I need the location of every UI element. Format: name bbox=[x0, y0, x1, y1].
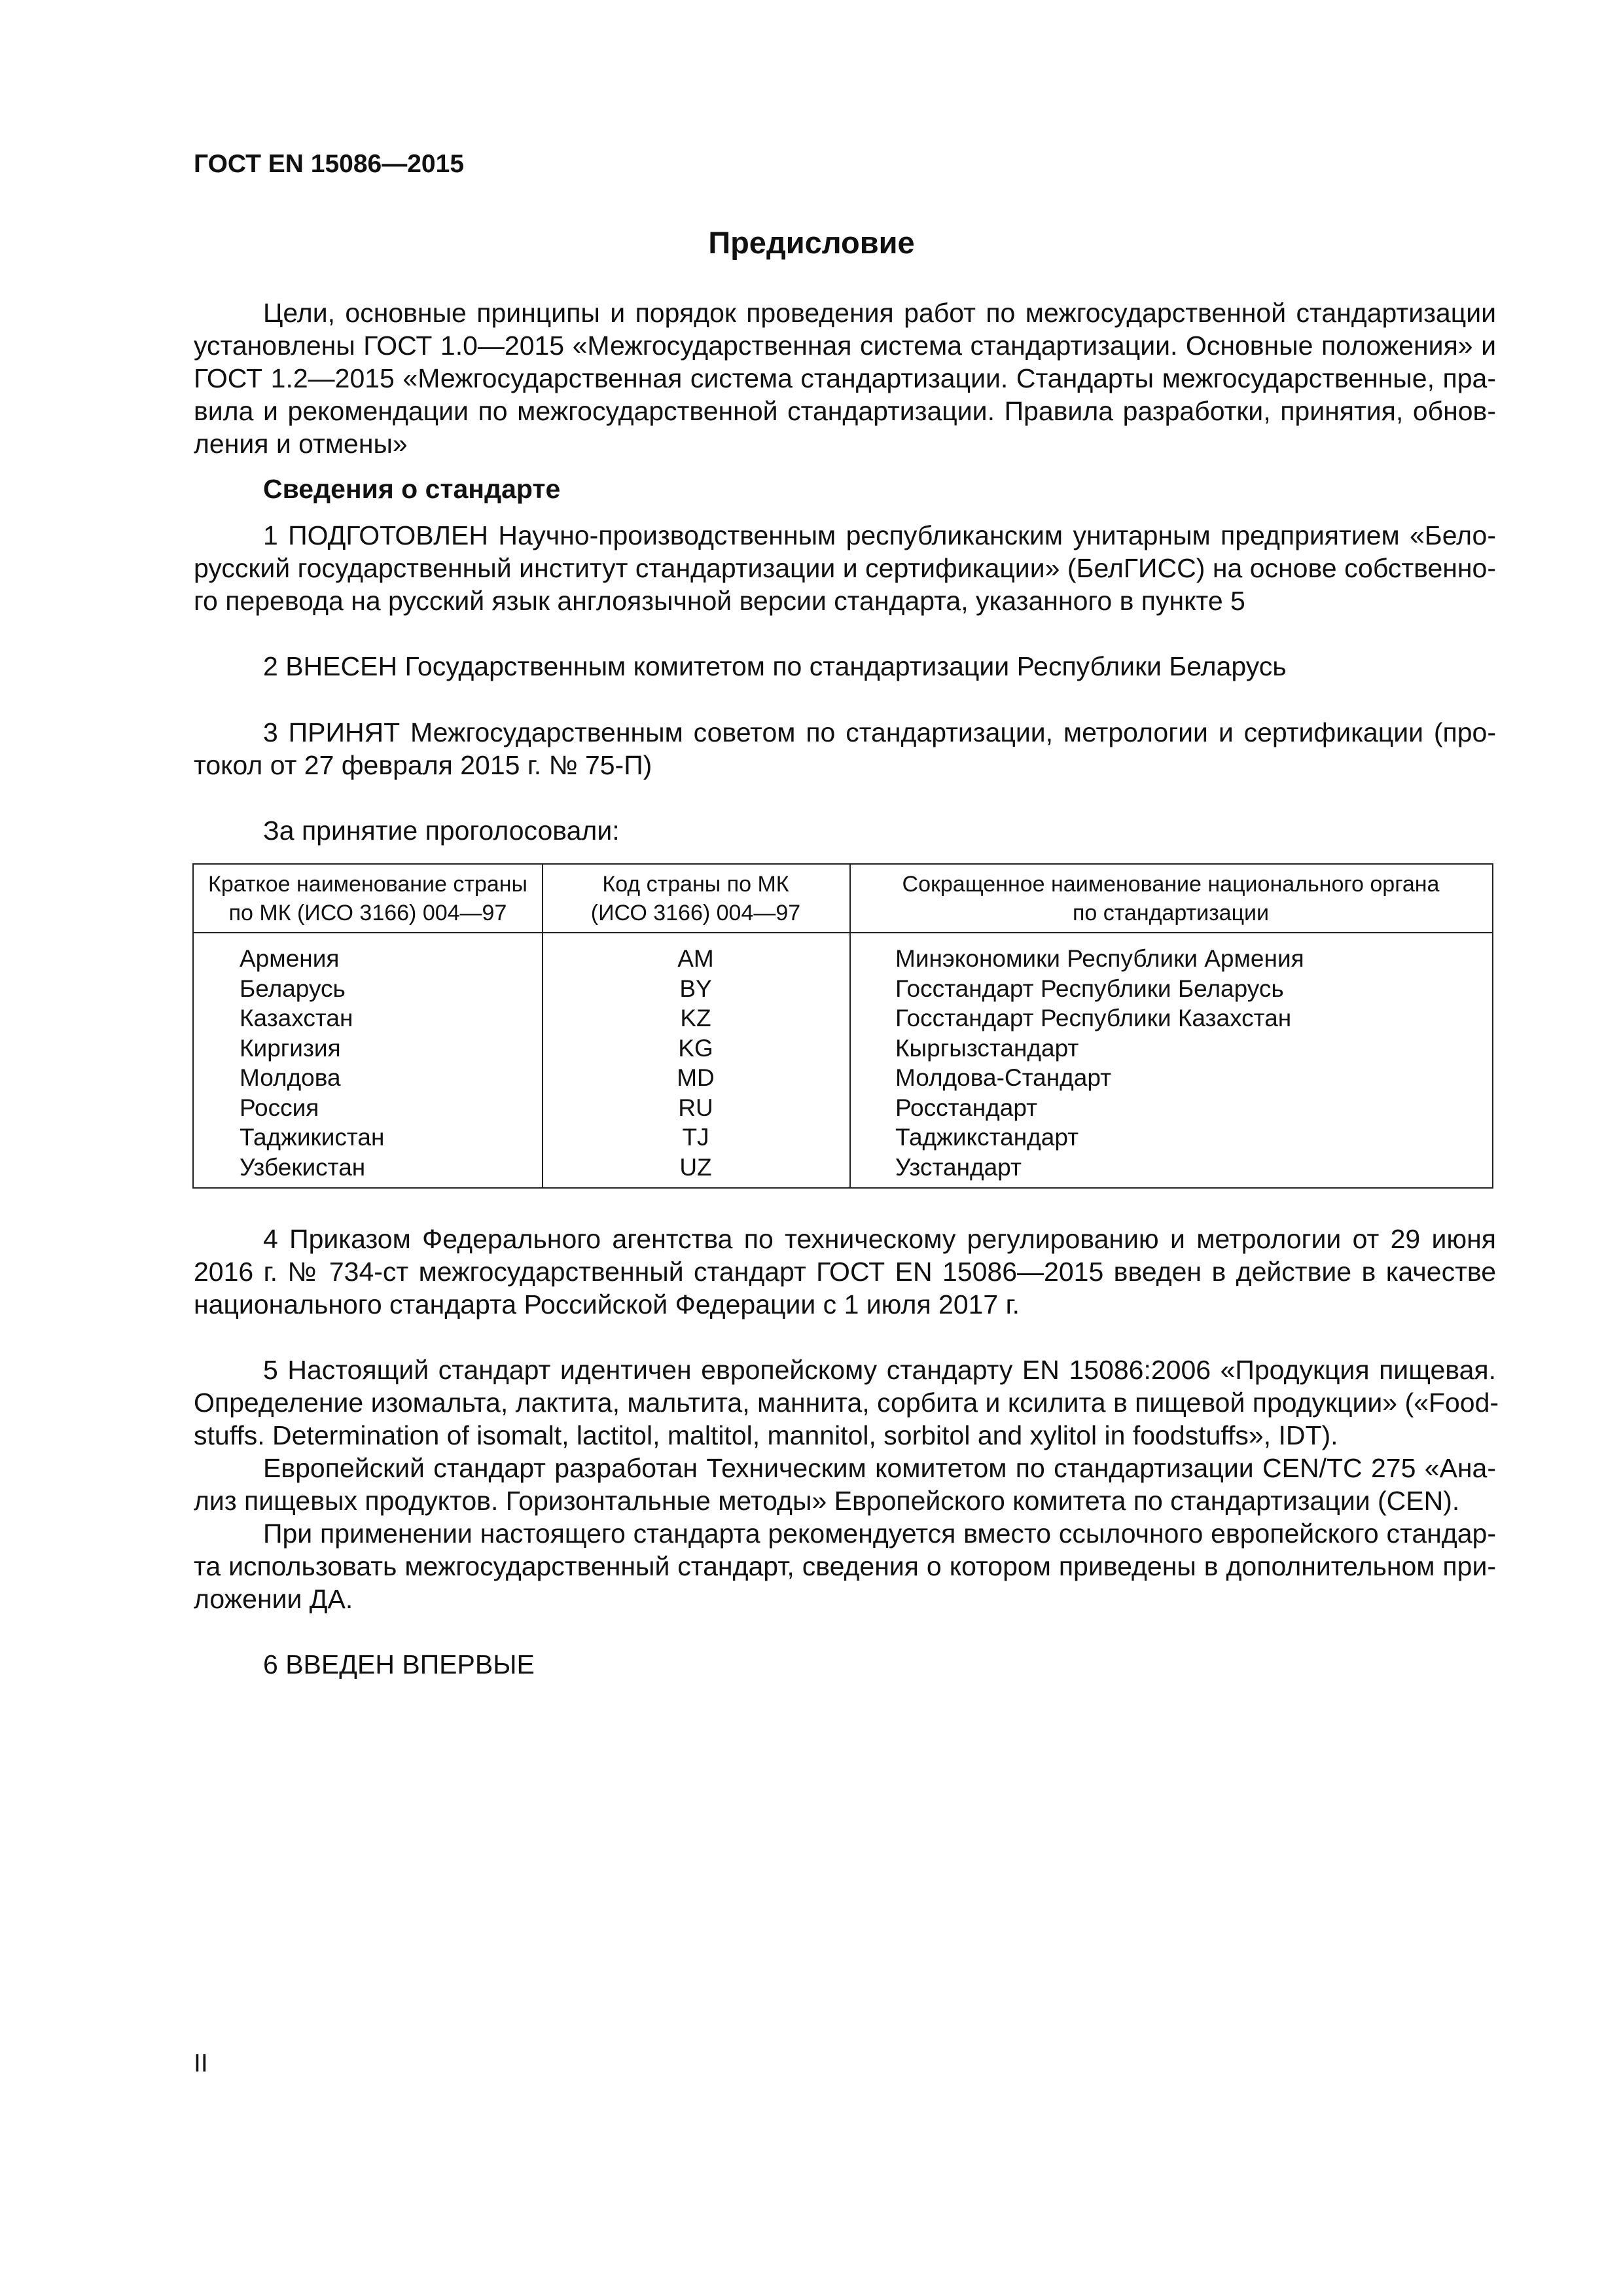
intro-line: Цели, основные принципы и порядок проведения работ по межгосударственной стандартизации bbox=[263, 298, 1496, 328]
item5-note-line: ложении ДА. bbox=[194, 1584, 353, 1614]
country-cell: Таджикистан bbox=[240, 1124, 385, 1151]
item1-line: го перевода на русский язык англоязычной версии стандарта, указанного в пункте 5 bbox=[194, 586, 1245, 616]
intro-line: установлены ГОСТ 1.0—2015 «Межгосударственная система стандартизации. Основные положения» и bbox=[194, 331, 1496, 361]
org-cell: Молдова-Стандарт bbox=[895, 1064, 1112, 1091]
item3-line: токол от 27 февраля 2015 г. № 75-П) bbox=[194, 750, 652, 780]
member-states-table bbox=[192, 863, 1493, 1189]
country-cell: Киргизия bbox=[240, 1035, 341, 1062]
code-cell: AM bbox=[677, 945, 714, 972]
header-line: Код страны по МК bbox=[602, 872, 789, 897]
header-line: Краткое наименование страны bbox=[208, 872, 527, 897]
item1-line: русский государственный институт стандартизации и сертификации» (БелГИСС) на основе собственно- bbox=[194, 553, 1496, 583]
header-line: (ИСО 3166) 004—97 bbox=[590, 901, 801, 925]
item5-line: stuffs. Determination of isomalt, lactitol, maltitol, mannitol, sorbitol and xylitol in foodstuffs», IDT). bbox=[194, 1420, 1338, 1450]
code-cell: KZ bbox=[680, 1005, 711, 1031]
intro-line: ления и отмены» bbox=[194, 429, 408, 459]
header-line: по МК (ИСО 3166) 004—97 bbox=[228, 901, 507, 925]
item5-line: Определение изомальта, лактита, мальтита, маннита, сорбита и ксилита в пищевой продукции» («Food- bbox=[194, 1388, 1499, 1418]
country-cell: Россия bbox=[240, 1094, 319, 1121]
intro-line: вила и рекомендации по межгосударственной стандартизации. Правила разработки, принятия, обнов- bbox=[194, 396, 1496, 426]
org-cell: Минэкономики Республики Армения bbox=[895, 945, 1304, 972]
item6-line: 6 ВВЕДЕН ВПЕРВЫЕ bbox=[263, 1649, 535, 1679]
code-cell: RU bbox=[678, 1094, 713, 1121]
item5-note-line: При применении настоящего стандарта рекомендуется вместо ссылочного европейского стандар- bbox=[263, 1518, 1496, 1549]
section-heading: Сведения о стандарте bbox=[263, 474, 561, 504]
item5-committee-line: лиз пищевых продуктов. Горизонтальные методы» Европейского комитета по стандартизации (CEN). bbox=[194, 1486, 1460, 1516]
page-title: Предисловие bbox=[708, 225, 915, 260]
table-header-divider bbox=[194, 932, 1492, 933]
country-cell: Армения bbox=[240, 945, 340, 972]
header-line: по стандартизации bbox=[1072, 901, 1270, 925]
country-cell: Казахстан bbox=[240, 1005, 353, 1031]
item3-line: 3 ПРИНЯТ Межгосударственным советом по стандартизации, метрологии и сертификации (про- bbox=[263, 717, 1496, 747]
document-code: ГОСТ EN 15086—2015 bbox=[194, 150, 465, 178]
code-cell: BY bbox=[679, 975, 712, 1002]
table-header-code bbox=[542, 870, 849, 927]
item4-line: национального стандарта Российской Федерации с 1 июля 2017 г. bbox=[194, 1289, 1020, 1319]
page-number: II bbox=[194, 2049, 208, 2077]
item5-note-line: та использовать межгосударственный стандарт, сведения о котором приведены в дополнительном при- bbox=[194, 1551, 1496, 1581]
org-cell: Таджикстандарт bbox=[895, 1124, 1079, 1151]
intro-line: ГОСТ 1.2—2015 «Межгосударственная система стандартизации. Стандарты межгосударственные, пра- bbox=[194, 363, 1496, 393]
code-cell: KG bbox=[678, 1035, 713, 1062]
country-cell: Беларусь bbox=[240, 975, 346, 1002]
item5-line: 5 Настоящий стандарт идентичен европейскому стандарту EN 15086:2006 «Продукция пищевая. bbox=[263, 1355, 1496, 1385]
code-cell: MD bbox=[677, 1064, 715, 1091]
table-header-org bbox=[849, 870, 1492, 927]
org-cell: Кыргызстандарт bbox=[895, 1035, 1079, 1062]
org-cell: Госстандарт Республики Казахстан bbox=[895, 1005, 1292, 1031]
org-cell: Узстандарт bbox=[895, 1154, 1022, 1181]
item2-line: 2 ВНЕСЕН Государственным комитетом по стандартизации Республики Беларусь bbox=[263, 651, 1287, 681]
table-header-country bbox=[194, 870, 542, 927]
item4-line: 2016 г. № 734-ст межгосударственный стандарт ГОСТ EN 15086—2015 введен в действие в качестве bbox=[194, 1257, 1496, 1287]
vote-intro: За принятие проголосовали: bbox=[263, 816, 620, 846]
header-line: Сокращенное наименование национального органа bbox=[902, 872, 1440, 897]
code-cell: UZ bbox=[679, 1154, 712, 1181]
country-cell: Узбекистан bbox=[240, 1154, 366, 1181]
org-cell: Росстандарт bbox=[895, 1094, 1038, 1121]
item5-committee-line: Европейский стандарт разработан Техническим комитетом по стандартизации CEN/TC 275 «Ана- bbox=[263, 1453, 1496, 1483]
org-cell: Госстандарт Республики Беларусь bbox=[895, 975, 1284, 1002]
item4-line: 4 Приказом Федерального агентства по техническому регулированию и метрологии от 29 июня bbox=[263, 1224, 1496, 1254]
item1-line: 1 ПОДГОТОВЛЕН Научно-производственным республиканским унитарным предприятием «Бело- bbox=[263, 520, 1496, 550]
country-cell: Молдова bbox=[240, 1064, 341, 1091]
code-cell: TJ bbox=[682, 1124, 709, 1151]
